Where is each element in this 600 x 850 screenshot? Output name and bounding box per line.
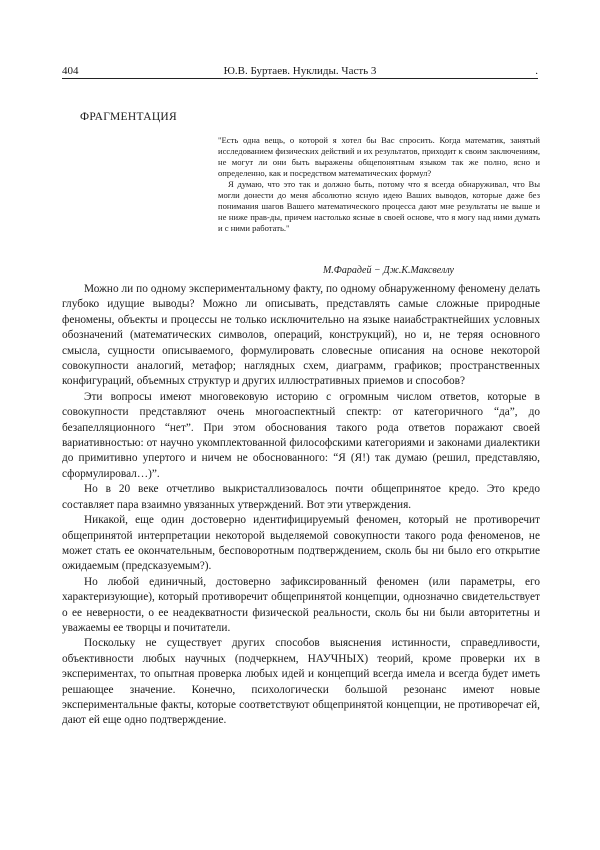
header-rule [62,78,538,79]
epigraph-paragraph: "Есть одна вещь, о которой я хотел бы Вас спросить. Когда математик, занятый исследованием физических действий и их результатов, приходит к своим заключениям, не могут ли они быть выражены общепонятным языком так же полно, ясно и определенно, как и посредством математических формул? [218,135,540,178]
body-paragraph: Поскольку не существует других способов выяснения истинности, справедливости, объективности любых научных (подчеркнем, НАУЧНЫХ) теорий, кроме проверки их в экспериментах, то опытная проверка любых идей и концепций всегда имела и всегда будет иметь решающее значение. Конечно, психологически большой резонанс имеют новые экспериментальные факты, которые соответствуют общепринятой концепции, не противоречат ей, дают ей еще одно подтверждение. [62,637,540,727]
running-title: Ю.В. Буртаев. Нуклиды. Часть 3 [223,65,377,77]
body-paragraph: Но в 20 веке отчетливо выкристаллизовалось почти общепринятое кредо. Это кредо составляет пара взаимно увязанных утверждений. Вот эти утверждения. [62,483,540,511]
running-header [62,64,538,78]
header-trailing-mark: . [535,65,538,77]
epigraph-author: М.Фарадей − Дж.К.Максвеллу [322,265,454,276]
body-paragraph: Эти вопросы имеют многовековую историю с огромным числом ответов, которые в совокупности представляют очень многоаспектный спектр: от категоричного “да”, до безапелляционного “нет”. При этом обоснования такого рода ответов поражают своей вариативностью: от научно укомплектованной философскими категориями и законами диалектики до примитивно упертого и ничем не обоснованного: “Я (Я!) так думаю (решил, представляю, сформулировал…)”. [62,390,540,480]
body-paragraph: Но любой единичный, достоверно зафиксированный феномен (или параметры, его характеризующие), который противоречит общепринятой концепции, однозначно свидетельствует о ее неверности, о ее неадекватности физической реальности, сколь бы ни были авторитетны и уважаемы ее творцы и почитатели. [62,575,540,634]
epigraph-paragraph: Я думаю, что это так и должно быть, потому что я всегда обнаруживал, что Вы могли донести до меня абсолютно ясную идею Ваших выводов, которые даже без понимания шагов Вашего математического процесса дают мне результаты не выше и не ниже прав-ды, причем настолько ясные в своей основе, что я могу над ними думать и с ними работать." [218,179,540,233]
epigraph [218,135,540,234]
body-paragraph: Можно ли по одному экспериментальному факту, по одному обнаруженному феномену делать глубоко идущие выводы? Можно ли описывать, представлять самые сложные природные феномены, объекты и процессы не только исключительно на языке наиабстрактнейших условных обозначений (математических символов, операций, конструкций), но и, не теряя основного смысла, сущности описываемого, формулировать словесные описания на основе некоторой совокупности аналогий, метафор; наглядных схем, диаграмм, графиков; пространственных конфигураций, объемных структур и других иллюстративных приемов и способов? [62,283,540,388]
body-text [62,282,540,729]
section-title: ФРАГМЕНТАЦИЯ [80,111,178,123]
page-number: 404 [62,65,79,77]
body-paragraph: Никакой, еще один достоверно идентифицируемый феномен, который не противоречит общепринятой интерпретации некоторой выделяемой совокупности такого рода феноменов, не может стать ее окончательным, бесповоротным подтверждением, сколь бы ни было его открытие ожидаемым (предсказуемым?). [62,514,540,573]
